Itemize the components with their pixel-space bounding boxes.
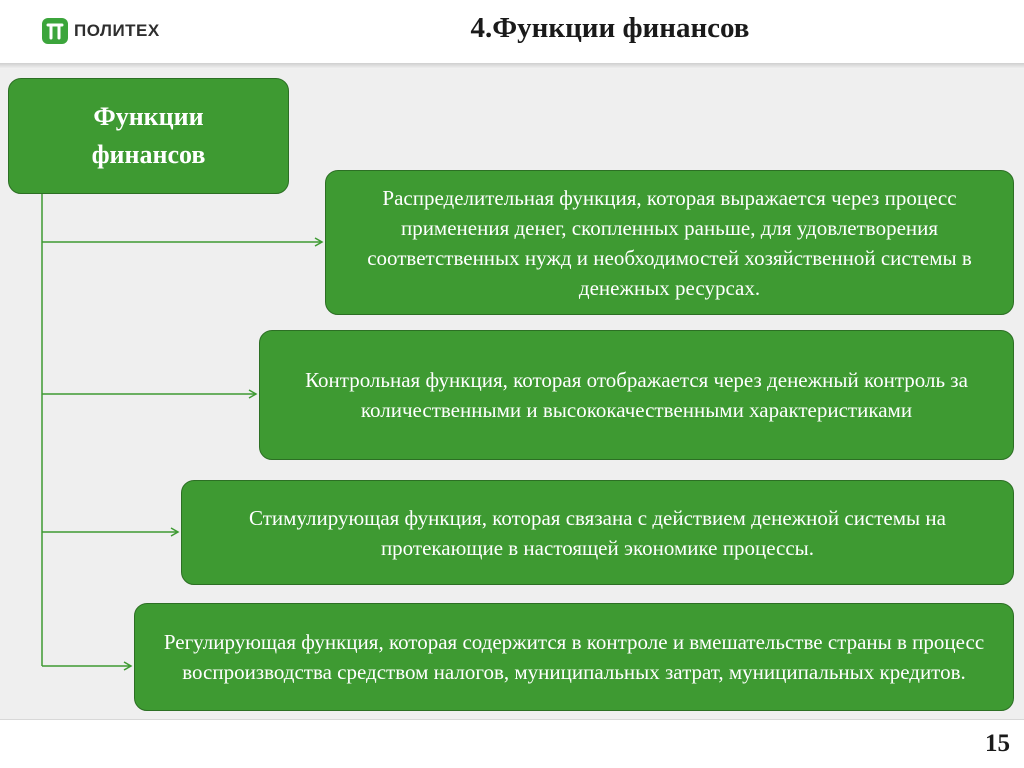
logo-text: ПОЛИТЕХ: [74, 21, 160, 40]
slide-title: 4.Функции финансов: [470, 12, 750, 44]
node-distribution-function: Распределительная функция, которая выражается через процесс применения денег, скопленных раньше, для удовлетворения соответственных нужд и необходимостей хозяйственной системы в денежных ресурсах.: [325, 170, 1014, 315]
node-stimulating-function: Стимулирующая функция, которая связана с действием денежной системы на протекающие в настоящей экономике процессы.: [181, 480, 1014, 585]
node-control-function: Контрольная функция, которая отображается через денежный контроль за количественными и высококачественными характеристиками: [259, 330, 1014, 460]
slide-footer: [0, 719, 1024, 768]
root-node-finance-functions: Функции финансов: [8, 78, 289, 194]
page-number: 15: [985, 730, 1010, 757]
node-regulating-function: Регулирующая функция, которая содержится в контроле и вмешательстве страны в процесс воспроизводства средством налогов, муниципальных затрат, муниципальных кредитов.: [134, 603, 1014, 711]
